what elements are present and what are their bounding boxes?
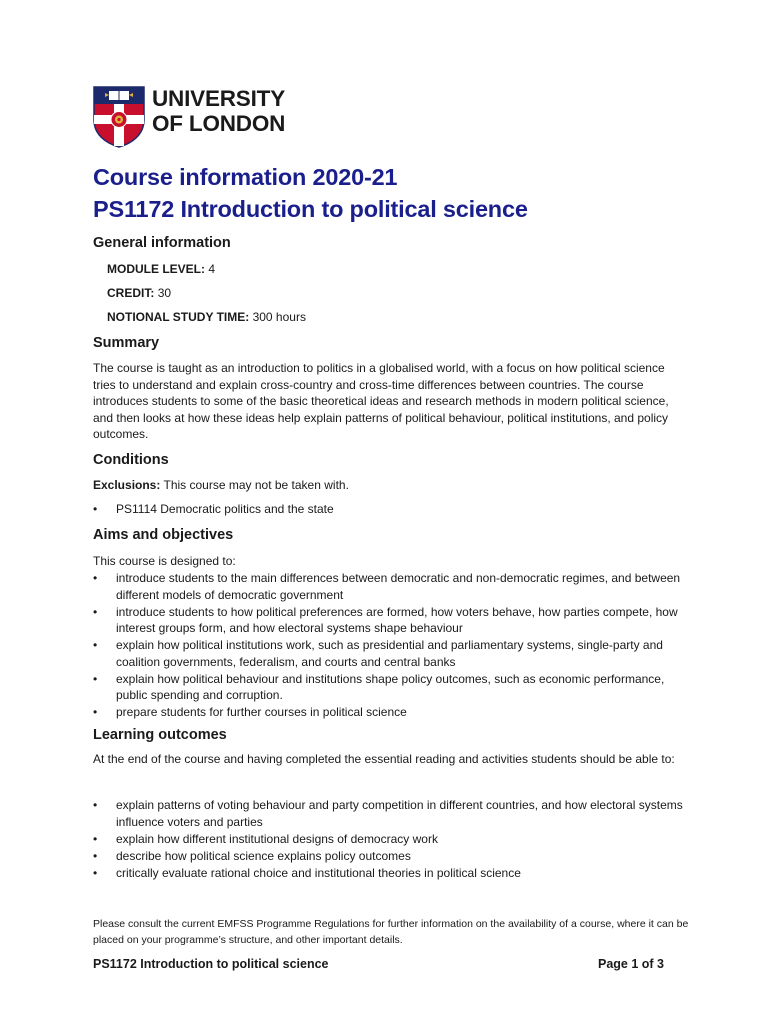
credit-label: CREDIT: [107, 286, 155, 300]
summary-heading: Summary [93, 335, 160, 351]
list-item: • explain how political behaviour and institutions shape policy outcomes, such as economic performance, public spending and corruption. [93, 671, 683, 704]
exclusions-line [93, 477, 683, 494]
conditions-heading: Conditions [93, 452, 169, 468]
list-item: • explain how political institutions work, such as presidential and parliamentary systems, single-party and coalition governments, federalism, and courts and central banks [93, 637, 683, 670]
footer-course-title: PS1172 Introduction to political science [93, 957, 329, 971]
list-item: • introduce students to the main differences between democratic and non-democratic regimes, and between different models of democratic government [93, 570, 683, 603]
exclusions-list [93, 501, 683, 518]
general-information-heading: General information [93, 235, 231, 251]
regulations-footnote: Please consult the current EMFSS Programme Regulations for further information on the availability of a course, where it can be placed on your programme’s structure, and other important details. [93, 918, 689, 946]
summary-text: The course is taught as an introduction to politics in a globalised world, with a focus on how political science tries to understand and explain cross-country and cross-time differences between countries. The course introduces students to some of the basic theoretical ideas and research methods in modern political science, and then looks at how these ideas help explain patterns of political behaviour, political institutions, and policy outcomes. [93, 361, 669, 441]
list-item: • critically evaluate rational choice and institutional theories in political science [93, 865, 683, 882]
university-logo [93, 86, 285, 148]
exclusions-label: Exclusions: [93, 478, 161, 492]
list-item: • explain patterns of voting behaviour and party competition in different countries, and how electoral systems influence voters and parties [93, 797, 683, 830]
study-time-value: 300 hours [252, 310, 306, 324]
list-item: • prepare students for further courses in political science [93, 704, 683, 721]
page-number: Page 1 of 3 [598, 957, 664, 971]
credit-row [107, 286, 171, 300]
university-crest-icon [93, 86, 145, 148]
learning-outcomes-heading: Learning outcomes [93, 727, 227, 743]
list-item: • explain how different institutional designs of democracy work [93, 831, 683, 848]
module-level-label: MODULE LEVEL: [107, 262, 205, 276]
list-item: • PS1114 Democratic politics and the state [93, 501, 683, 518]
document-title-course: PS1172 Introduction to political science [93, 196, 528, 222]
module-level-row [107, 262, 215, 276]
list-item: • introduce students to how political preferences are formed, how voters behave, how parties compete, how interest groups form, and how electoral systems shape behaviour [93, 604, 683, 637]
document-title-year: Course information 2020-21 [93, 164, 398, 190]
aims-intro: This course is designed to: [93, 554, 236, 568]
outcomes-list [93, 797, 683, 882]
list-item: • describe how political science explains policy outcomes [93, 848, 683, 865]
study-time-row [107, 310, 306, 324]
wordmark-line-2: OF LONDON [152, 111, 286, 136]
module-level-value: 4 [208, 262, 216, 276]
outcomes-intro: At the end of the course and having completed the essential reading and activities students should be able to: [93, 752, 675, 766]
wordmark-line-1: UNIVERSITY [152, 86, 286, 111]
aims-list [93, 570, 683, 721]
study-time-label: NOTIONAL STUDY TIME: [107, 310, 250, 324]
exclusions-text: This course may not be taken with. [163, 478, 349, 492]
aims-heading: Aims and objectives [93, 527, 234, 543]
credit-value: 30 [157, 286, 172, 300]
university-wordmark [152, 86, 285, 136]
